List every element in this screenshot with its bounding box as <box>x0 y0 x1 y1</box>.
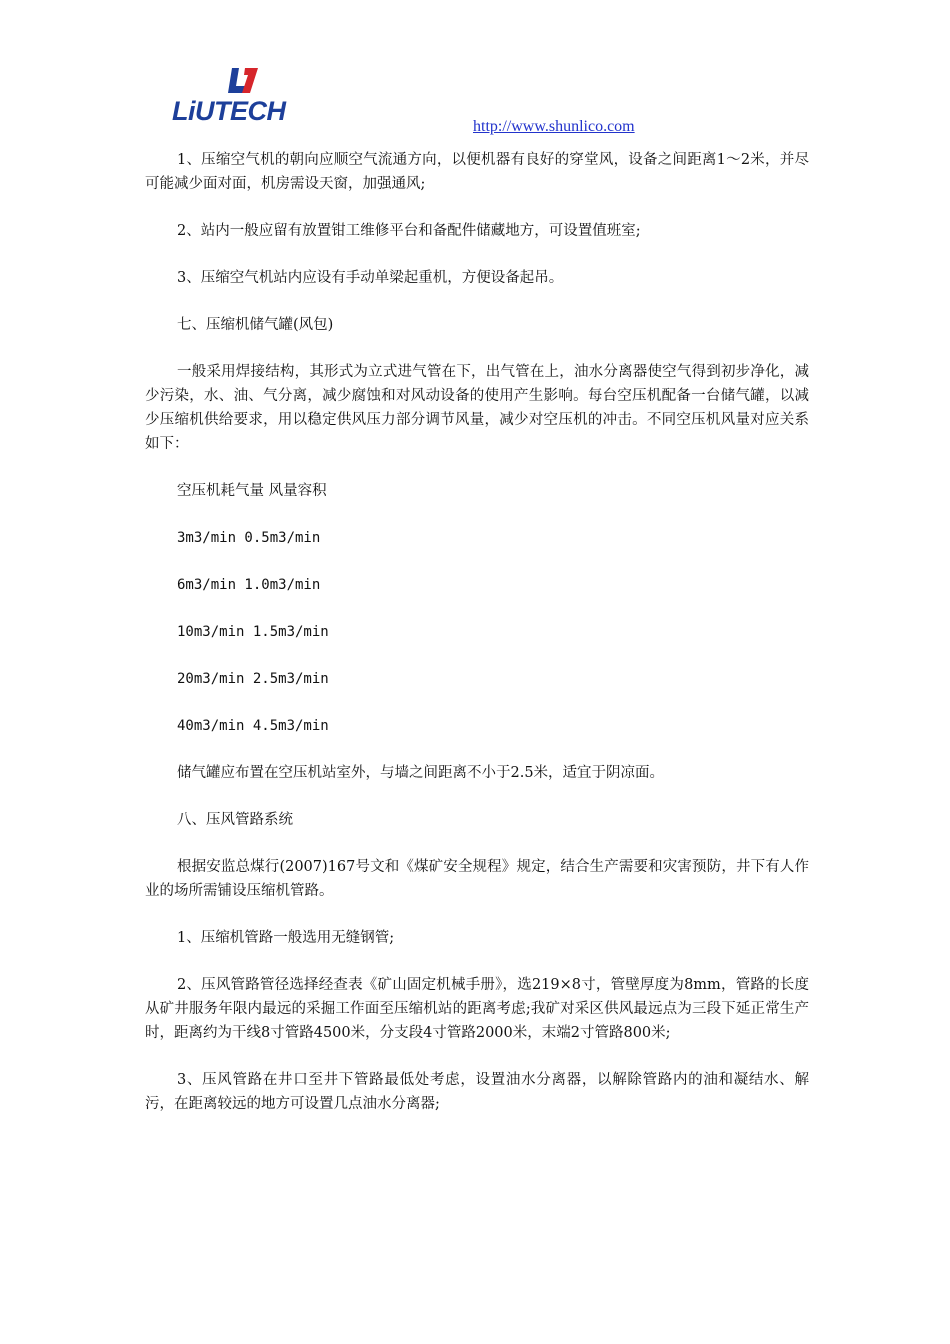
paragraph-tank-description: 一般采用焊接结构，其形式为立式进气管在下，出气管在上，油水分离器使空气得到初步净化，减少污染，水、油、气分离，减少腐蚀和对风动设备的使用产生影响。每台空压机配备一台储气罐，以减少压缩机供给要求，用以稳定供风压力部分调节风量，减少对空压机的冲击。不同空压机风量对应关系如下： <box>145 364 809 452</box>
paragraph-2: 2、站内一般应留有放置钳工维修平台和备配件储藏地方，可设置值班室; <box>177 223 641 239</box>
paragraph-3: 3、压缩空气机站内应设有手动单梁起重机，方便设备起吊。 <box>177 270 564 286</box>
paragraph-tank-placement: 储气罐应布置在空压机站室外，与墙之间距离不小于2.5米，适宜于阴凉面。 <box>177 765 665 781</box>
table-row: 10m3/min 1.5m3/min <box>177 624 329 640</box>
paragraph-pipe-2: 2、压风管路管径选择经查表《矿山固定机械手册》，选219×8寸，管壁厚度为8mm，管路的长度从矿井服务年限内最远的采掘工作面至压缩机站的距离考虑;我矿对采区供风最远点为三段下延正常生产时，距离约为干线8寸管路4500米，分支段4寸管路2000米，末端2寸管路800米; <box>145 977 809 1041</box>
table-row: 3m3/min 0.5m3/min <box>177 530 321 546</box>
logo-wordmark: LiUTECH <box>172 96 286 126</box>
paragraph-regulation: 根据安监总煤行(2007)167号文和《煤矿安全规程》规定，结合生产需要和灾害预防，井下有人作业的场所需铺设压缩机管路。 <box>145 859 809 899</box>
page-header <box>0 0 950 140</box>
section-heading-7: 七、压缩机储气罐(风包) <box>177 317 334 333</box>
table-header-row: 空压机耗气量 风量容积 <box>177 483 327 499</box>
document-body <box>145 148 809 1139</box>
table-row: 20m3/min 2.5m3/min <box>177 671 329 687</box>
paragraph-pipe-1: 1、压缩机管路一般选用无缝钢管; <box>177 930 395 946</box>
paragraph-1: 1、压缩空气机的朝向应顺空气流通方向，以便机器有良好的穿堂风，设备之间距离1～2米，并尽可能减少面对面，机房需设天窗，加强通风; <box>145 152 809 192</box>
section-heading-8: 八、压风管路系统 <box>177 812 293 828</box>
liutech-logo <box>172 66 312 128</box>
website-link[interactable]: http://www.shunlico.com <box>473 118 635 135</box>
logo-mark-icon <box>228 66 268 96</box>
paragraph-pipe-3: 3、压风管路在井口至井下管路最低处考虑，设置油水分离器，以解除管路内的油和凝结水、解污，在距离较远的地方可设置几点油水分离器; <box>145 1072 809 1112</box>
table-row: 6m3/min 1.0m3/min <box>177 577 321 593</box>
table-row: 40m3/min 4.5m3/min <box>177 718 329 734</box>
